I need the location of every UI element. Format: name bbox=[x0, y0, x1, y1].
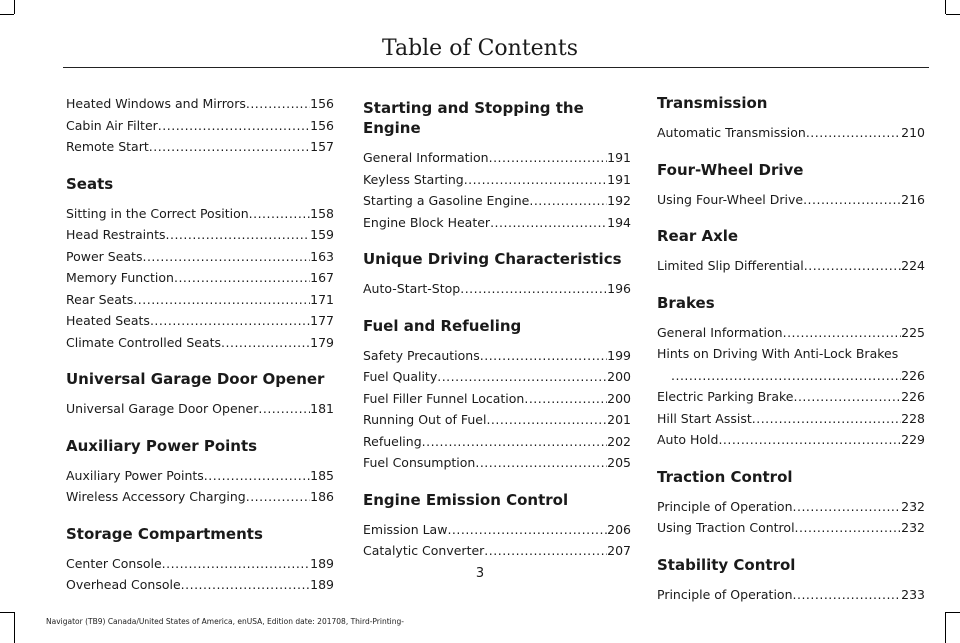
leader-dots bbox=[795, 517, 902, 539]
toc-entry[interactable] bbox=[657, 429, 925, 451]
leader-dots bbox=[166, 224, 311, 246]
entry-page: 229 bbox=[901, 432, 925, 447]
entry-page: 199 bbox=[607, 347, 631, 363]
toc-entry[interactable] bbox=[657, 189, 925, 211]
entry-label: Emission Law bbox=[363, 521, 448, 537]
toc-section bbox=[363, 249, 631, 300]
entry-page: 196 bbox=[607, 281, 631, 296]
section-heading: Engine Emission Control bbox=[363, 490, 569, 509]
entry-page: 189 bbox=[310, 555, 334, 571]
entry-page: 167 bbox=[310, 270, 334, 285]
toc-entry[interactable] bbox=[66, 332, 334, 354]
entry-label: Head Restraints bbox=[66, 227, 166, 242]
entry-label: Fuel Consumption bbox=[363, 455, 476, 470]
entry-page: 206 bbox=[607, 521, 631, 537]
entry-page: 224 bbox=[901, 258, 925, 273]
entry-label: Heated Windows and Mirrors bbox=[66, 96, 246, 111]
leader-dots bbox=[783, 322, 902, 344]
entry-label: Overhead Console bbox=[66, 577, 181, 592]
section-heading: Rear Axle bbox=[657, 227, 739, 245]
leader-dots bbox=[803, 189, 901, 211]
leader-dots bbox=[158, 115, 310, 137]
toc-section bbox=[66, 174, 334, 354]
toc-section bbox=[657, 226, 925, 277]
entry-page: 171 bbox=[310, 291, 334, 307]
toc-section bbox=[363, 490, 631, 562]
toc-section bbox=[657, 293, 925, 451]
entry-page: 202 bbox=[607, 433, 631, 449]
entry-label: Auto Hold bbox=[657, 432, 719, 447]
entry-page: 200 bbox=[607, 369, 631, 384]
entry-page: 232 bbox=[901, 520, 925, 535]
entry-page: 192 bbox=[607, 193, 631, 208]
entry-page: 181 bbox=[310, 401, 334, 416]
entry-label: Automatic Transmission bbox=[657, 125, 806, 140]
header-rule bbox=[63, 67, 929, 68]
toc-entry[interactable] bbox=[363, 278, 631, 300]
entry-page: 200 bbox=[607, 390, 631, 406]
toc-entry[interactable] bbox=[657, 386, 925, 408]
leader-dots bbox=[174, 267, 310, 289]
section-heading: Unique Driving Characteristics bbox=[363, 250, 622, 268]
leader-dots bbox=[150, 310, 310, 332]
entry-label: Fuel Quality bbox=[363, 369, 438, 384]
toc-entry[interactable] bbox=[657, 122, 925, 144]
entry-page: 191 bbox=[607, 150, 631, 165]
leader-dots bbox=[258, 398, 310, 420]
section-heading: Fuel and Refueling bbox=[363, 316, 522, 335]
entry-label: Starting a Gasoline Engine bbox=[363, 193, 530, 208]
entry-label: Sitting in the Correct Position bbox=[66, 205, 249, 221]
toc-section bbox=[66, 93, 334, 158]
entry-page: 185 bbox=[310, 467, 334, 483]
leader-dots bbox=[460, 278, 607, 300]
leader-dots bbox=[142, 246, 310, 268]
leader-dots bbox=[671, 365, 901, 387]
crop-mark-bottom-right-h bbox=[946, 612, 960, 613]
entry-label: Auxiliary Power Points bbox=[66, 467, 204, 483]
leader-dots bbox=[524, 388, 607, 410]
toc-column-1 bbox=[66, 93, 334, 596]
toc-entry[interactable] bbox=[657, 496, 925, 518]
entry-page: 189 bbox=[310, 577, 334, 592]
toc-entry[interactable] bbox=[66, 93, 334, 115]
leader-dots bbox=[489, 147, 608, 169]
entry-page: 233 bbox=[901, 586, 925, 602]
toc-entry[interactable] bbox=[66, 398, 334, 420]
toc-entry[interactable] bbox=[363, 519, 631, 541]
section-heading: Transmission bbox=[657, 94, 768, 112]
crop-mark-top-left-h bbox=[0, 14, 14, 15]
leader-dots bbox=[475, 452, 607, 474]
entry-page: 177 bbox=[310, 313, 334, 328]
entry-page: 179 bbox=[310, 334, 334, 350]
entry-page: 207 bbox=[607, 543, 631, 558]
leader-dots bbox=[133, 289, 310, 311]
toc-column-2 bbox=[363, 98, 631, 562]
leader-dots bbox=[806, 122, 901, 144]
toc-entry[interactable] bbox=[66, 289, 334, 311]
page-title: Table of Contents bbox=[381, 36, 578, 61]
crop-mark-bottom-right-v bbox=[945, 612, 946, 643]
footer-text: Navigator (TB9) Canada/United States of America, enUSA, Edition date: 201708, Third-Printing- bbox=[46, 617, 404, 626]
entry-page: 163 bbox=[310, 248, 334, 264]
entry-page: 201 bbox=[607, 412, 631, 427]
entry-label: Using Four-Wheel Drive bbox=[657, 191, 804, 207]
entry-label: Running Out of Fuel bbox=[363, 412, 487, 427]
entry-label: Engine Block Heater bbox=[363, 214, 491, 230]
toc-entry[interactable] bbox=[363, 147, 631, 169]
toc-entry[interactable] bbox=[66, 136, 334, 158]
entry-label: General Information bbox=[363, 150, 489, 165]
leader-dots bbox=[529, 190, 607, 212]
toc-entry[interactable] bbox=[66, 203, 334, 225]
toc-section bbox=[657, 467, 925, 539]
leader-dots bbox=[246, 93, 310, 115]
entry-page: 228 bbox=[901, 410, 925, 426]
leader-dots bbox=[718, 429, 901, 451]
entry-page: 159 bbox=[310, 227, 334, 242]
leader-dots bbox=[246, 486, 310, 508]
toc-entry[interactable] bbox=[66, 267, 334, 289]
section-heading: Storage Compartments bbox=[66, 524, 263, 543]
toc-entry[interactable] bbox=[66, 115, 334, 137]
entry-page: 226 bbox=[901, 367, 925, 383]
toc-entry[interactable] bbox=[363, 345, 631, 367]
page-number: 3 bbox=[475, 566, 485, 581]
toc-section bbox=[363, 98, 631, 233]
leader-dots bbox=[149, 136, 310, 158]
entry-label: Limited Slip Differential bbox=[657, 258, 804, 273]
section-heading: Traction Control bbox=[657, 467, 793, 486]
section-heading: Seats bbox=[66, 174, 114, 193]
toc-entry[interactable] bbox=[363, 409, 631, 431]
toc-entry[interactable] bbox=[66, 310, 334, 332]
toc-section bbox=[66, 524, 334, 596]
entry-page: 157 bbox=[310, 139, 334, 154]
entry-label: Center Console bbox=[66, 555, 162, 571]
leader-dots bbox=[486, 409, 607, 431]
entry-page: 225 bbox=[901, 324, 925, 340]
entry-label: Refueling bbox=[363, 433, 422, 449]
toc-section bbox=[657, 160, 925, 211]
toc-section bbox=[66, 436, 334, 508]
toc-entry[interactable] bbox=[363, 540, 631, 562]
entry-label: Remote Start bbox=[66, 139, 149, 154]
crop-mark-bottom-left-h bbox=[0, 612, 14, 613]
leader-dots bbox=[422, 431, 608, 453]
entry-page: 210 bbox=[901, 125, 925, 140]
toc-entry[interactable] bbox=[657, 255, 925, 277]
toc-entry[interactable] bbox=[363, 388, 631, 410]
entry-label: Wireless Accessory Charging bbox=[66, 489, 246, 504]
leader-dots bbox=[221, 332, 310, 354]
crop-mark-top-left-v bbox=[14, 0, 15, 14]
entry-page: 191 bbox=[607, 171, 631, 187]
entry-page: 216 bbox=[901, 191, 925, 207]
entry-label: Climate Controlled Seats bbox=[66, 334, 222, 350]
toc-section bbox=[363, 316, 631, 474]
entry-label: Auto-Start-Stop bbox=[363, 281, 461, 296]
entry-label: Memory Function bbox=[66, 270, 174, 285]
leader-dots bbox=[447, 519, 607, 541]
entry-label: Heated Seats bbox=[66, 313, 150, 328]
toc-entry[interactable] bbox=[363, 190, 631, 212]
section-heading: Four-Wheel Drive bbox=[657, 160, 804, 179]
leader-dots bbox=[484, 540, 607, 562]
toc-entry[interactable] bbox=[66, 224, 334, 246]
toc-entry[interactable] bbox=[657, 408, 925, 430]
section-heading: Starting and Stopping the Engine bbox=[363, 99, 584, 137]
section-heading: Brakes bbox=[657, 293, 715, 312]
entry-label: Rear Seats bbox=[66, 291, 134, 307]
toc-entry[interactable] bbox=[657, 517, 925, 539]
toc-entry[interactable] bbox=[363, 366, 631, 388]
leader-dots bbox=[437, 366, 607, 388]
entry-page: 186 bbox=[310, 489, 334, 504]
toc-entry[interactable] bbox=[657, 343, 925, 386]
entry-page: 226 bbox=[901, 389, 925, 404]
entry-label: Universal Garage Door Opener bbox=[66, 401, 259, 416]
entry-label: Hill Start Assist bbox=[657, 410, 752, 426]
toc-entry[interactable] bbox=[363, 431, 631, 453]
toc-entry[interactable] bbox=[657, 584, 925, 606]
section-heading: Stability Control bbox=[657, 555, 796, 574]
entry-label: Catalytic Converter bbox=[363, 543, 485, 558]
entry-label: Principle of Operation bbox=[657, 498, 793, 514]
leader-dots bbox=[804, 255, 901, 277]
leader-dots bbox=[464, 169, 607, 191]
toc-entry[interactable] bbox=[66, 465, 334, 487]
section-heading: Universal Garage Door Opener bbox=[66, 370, 325, 388]
entry-page: 194 bbox=[607, 214, 631, 230]
toc-entry[interactable] bbox=[363, 169, 631, 191]
toc-entry[interactable] bbox=[66, 246, 334, 268]
entry-label: Safety Precautions bbox=[363, 347, 480, 363]
leader-dots bbox=[490, 212, 607, 234]
entry-page: 156 bbox=[310, 117, 334, 133]
entry-page: 156 bbox=[310, 96, 334, 111]
toc-entry[interactable] bbox=[66, 486, 334, 508]
section-heading: Auxiliary Power Points bbox=[66, 436, 258, 455]
leader-dots bbox=[752, 408, 901, 430]
entry-label: Using Traction Control bbox=[657, 520, 795, 535]
leader-dots bbox=[480, 345, 607, 367]
entry-label: Cabin Air Filter bbox=[66, 117, 158, 133]
leader-dots bbox=[793, 386, 901, 408]
crop-mark-top-right-v bbox=[945, 0, 946, 14]
leader-dots bbox=[249, 203, 311, 225]
entry-label: Fuel Filler Funnel Location bbox=[363, 390, 525, 406]
entry-label: Keyless Starting bbox=[363, 171, 464, 187]
entry-label: Principle of Operation bbox=[657, 586, 793, 602]
entry-label: Hints on Driving With Anti-Lock Brakes bbox=[657, 346, 899, 361]
leader-dots bbox=[204, 465, 310, 487]
crop-mark-top-right-h bbox=[946, 14, 960, 15]
toc-entry[interactable] bbox=[363, 452, 631, 474]
entry-page: 205 bbox=[607, 455, 631, 470]
entry-label: General Information bbox=[657, 324, 783, 340]
toc-entry[interactable] bbox=[363, 212, 631, 234]
leader-dots bbox=[793, 496, 902, 518]
entry-page: 158 bbox=[310, 205, 334, 221]
entry-page: 232 bbox=[901, 498, 925, 514]
entry-label: Power Seats bbox=[66, 248, 143, 264]
toc-column-3 bbox=[657, 93, 925, 605]
leader-dots bbox=[793, 584, 902, 606]
toc-entry[interactable] bbox=[657, 322, 925, 344]
toc-section bbox=[66, 369, 334, 420]
crop-mark-bottom-left-v bbox=[14, 612, 15, 643]
toc-section bbox=[657, 93, 925, 144]
entry-label: Electric Parking Brake bbox=[657, 389, 794, 404]
